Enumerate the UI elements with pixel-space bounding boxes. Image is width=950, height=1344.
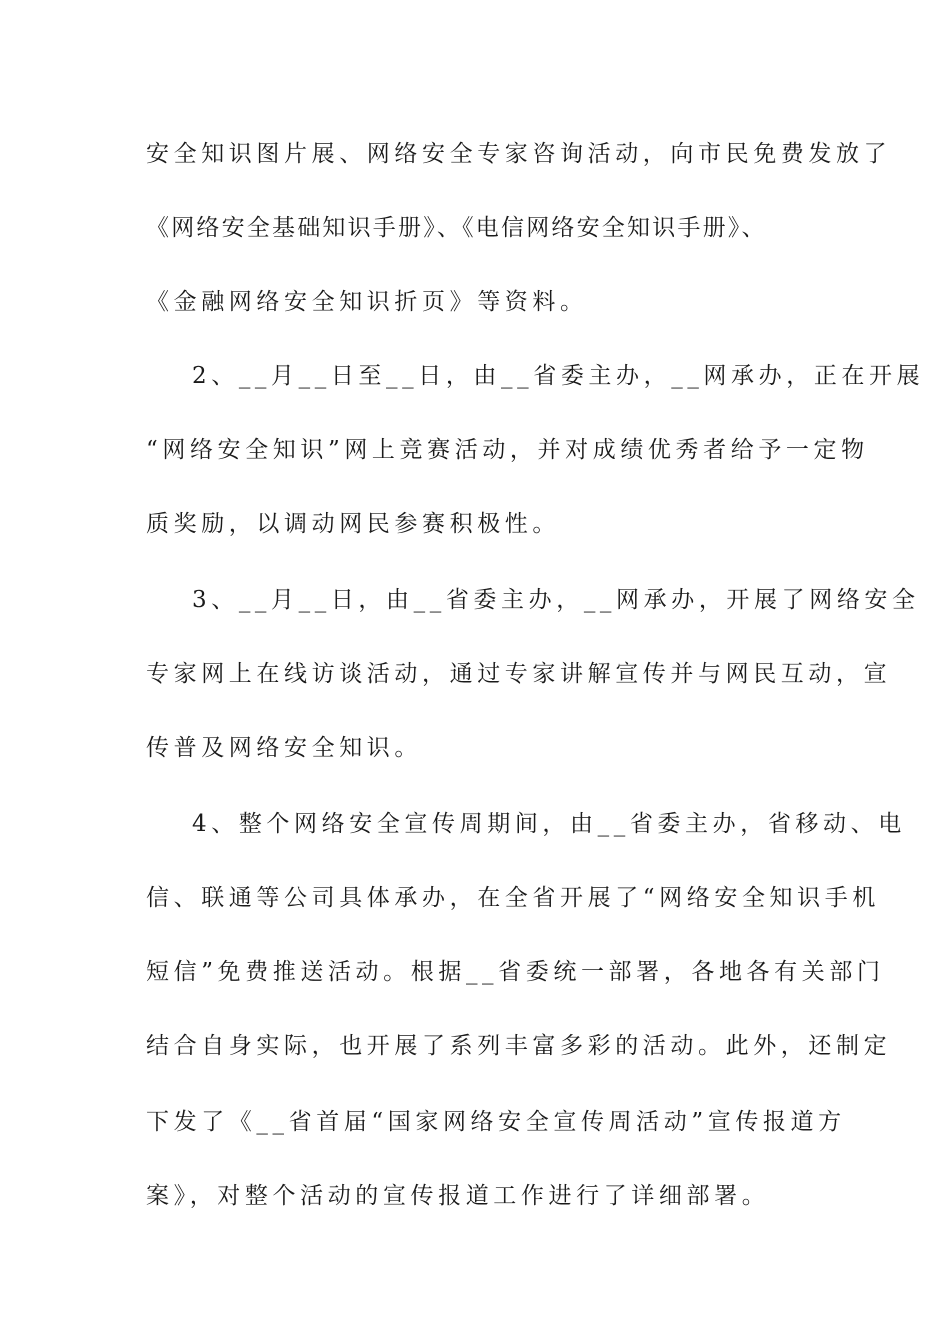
- paragraph-2-line-2: “网络安全知识”网上竞赛活动，并对成绩优秀者给予一定物: [146, 437, 869, 463]
- paragraph-4-line-3: 短信”免费推送活动。根据__省委统一部署，各地各有关部门: [146, 959, 885, 985]
- paragraph-4-line-2: 信、联通等公司具体承办，在全省开展了“网络安全知识手机: [146, 885, 880, 911]
- paragraph-3-line-2: 专家网上在线访谈活动，通过专家讲解宣传并与网民互动，宣: [146, 661, 892, 687]
- paragraph-4-line-6: 案》，对整个活动的宣传报道工作进行了详细部署。: [146, 1183, 770, 1209]
- paragraph-3-line-1: 3、__月__日，由__省委主办，__网承办，开展了网络安全: [192, 587, 920, 613]
- paragraph-2-line-1: 2、__月__日至__日，由__省委主办，__网承办，正在开展: [192, 363, 925, 389]
- text-line-2: 《网络安全基础知识手册》、《电信网络安全知识手册》、: [146, 215, 767, 241]
- paragraph-3-line-3: 传普及网络安全知识。: [146, 735, 422, 761]
- paragraph-4-line-5: 下发了《__省首届“国家网络安全宣传周活动”宣传报道方: [146, 1109, 846, 1135]
- text-line-1: 安全知识图片展、网络安全专家咨询活动，向市民免费发放了: [146, 141, 892, 167]
- paragraph-4-line-4: 结合自身实际，也开展了系列丰富多彩的活动。此外，还制定: [146, 1033, 892, 1059]
- paragraph-2-line-3: 质奖励，以调动网民参赛积极性。: [146, 511, 560, 537]
- paragraph-4-line-1: 4、整个网络安全宣传周期间，由__省委主办，省移动、电: [192, 811, 906, 837]
- text-line-3: 《金融网络安全知识折页》等资料。: [146, 289, 588, 315]
